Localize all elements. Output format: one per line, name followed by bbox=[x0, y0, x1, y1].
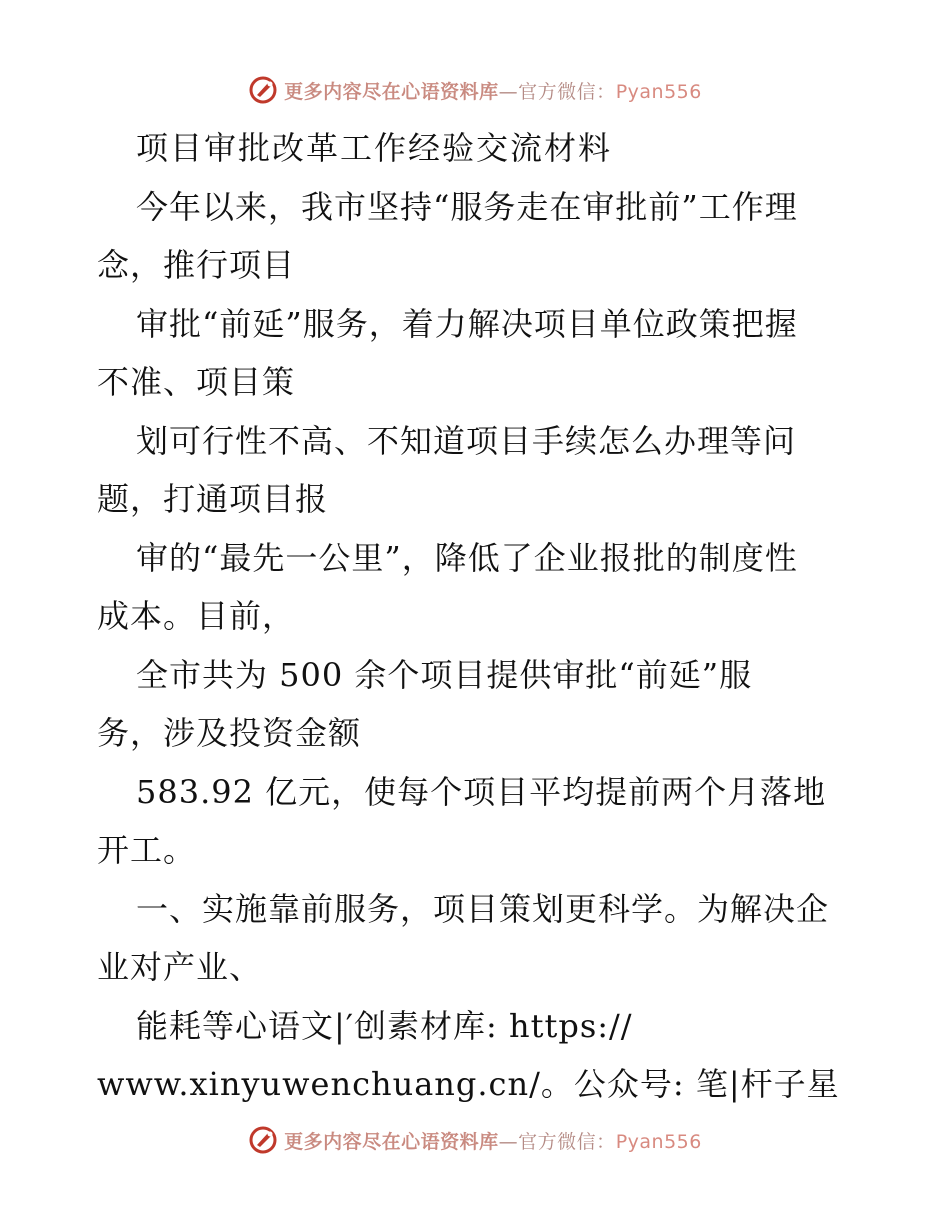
banner-text bbox=[284, 77, 702, 104]
text-line: www.xinyuwenchuang.cn/。公众号: 笔|杆子星 bbox=[97, 1065, 840, 1103]
document-title: 项目审批改革工作经验交流材料 bbox=[136, 129, 613, 167]
document-body bbox=[97, 119, 867, 1114]
banner-wechat-id: Pyan556 bbox=[615, 80, 702, 103]
header-watermark-banner bbox=[0, 70, 950, 110]
text-line: 成本。目前， bbox=[97, 597, 296, 635]
text-line: 全市共为 500 余个项目提供审批“前延”服 bbox=[136, 655, 753, 694]
banner-wechat-id: Pyan556 bbox=[615, 1130, 702, 1153]
banner-sub-text: 官方微信： bbox=[518, 80, 616, 103]
banner-text bbox=[284, 1127, 702, 1154]
text-line: 一、实施靠前服务，项目策划更科学。为解决企 bbox=[136, 889, 830, 928]
brand-logo-icon bbox=[248, 1125, 278, 1155]
banner-sub-text: 官方微信： bbox=[518, 1130, 616, 1153]
banner-main-text: 更多内容尽在心语资料库 bbox=[284, 80, 499, 103]
banner-dash: — bbox=[498, 1130, 519, 1153]
text-line: 题，打通项目报 bbox=[97, 480, 329, 518]
text-line: 今年以来，我市坚持“服务走在审批前”工作理 bbox=[136, 187, 798, 226]
text-line: 念，推行项目 bbox=[97, 246, 296, 284]
text-line: 业对产业、 bbox=[97, 948, 263, 986]
text-line: 不准、项目策 bbox=[97, 363, 296, 401]
text-line: 能耗等心语文|′创素材库: https:// bbox=[136, 1006, 633, 1045]
text-line: 审的“最先一公里”，降低了企业报批的制度性 bbox=[136, 538, 798, 577]
banner-dash: — bbox=[498, 80, 519, 103]
text-line: 务，涉及投资金额 bbox=[97, 714, 362, 752]
footer-watermark-banner bbox=[0, 1120, 950, 1160]
brand-logo-icon bbox=[248, 75, 278, 105]
text-line: 583.92 亿元，使每个项目平均提前两个月落地 bbox=[136, 772, 827, 811]
banner-main-text: 更多内容尽在心语资料库 bbox=[284, 1130, 499, 1153]
text-line: 审批“前延”服务，着力解决项目单位政策把握 bbox=[136, 304, 798, 343]
text-line: 开工。 bbox=[97, 831, 197, 869]
text-line: 划可行性不高、不知道项目手续怎么办理等问 bbox=[136, 421, 797, 460]
